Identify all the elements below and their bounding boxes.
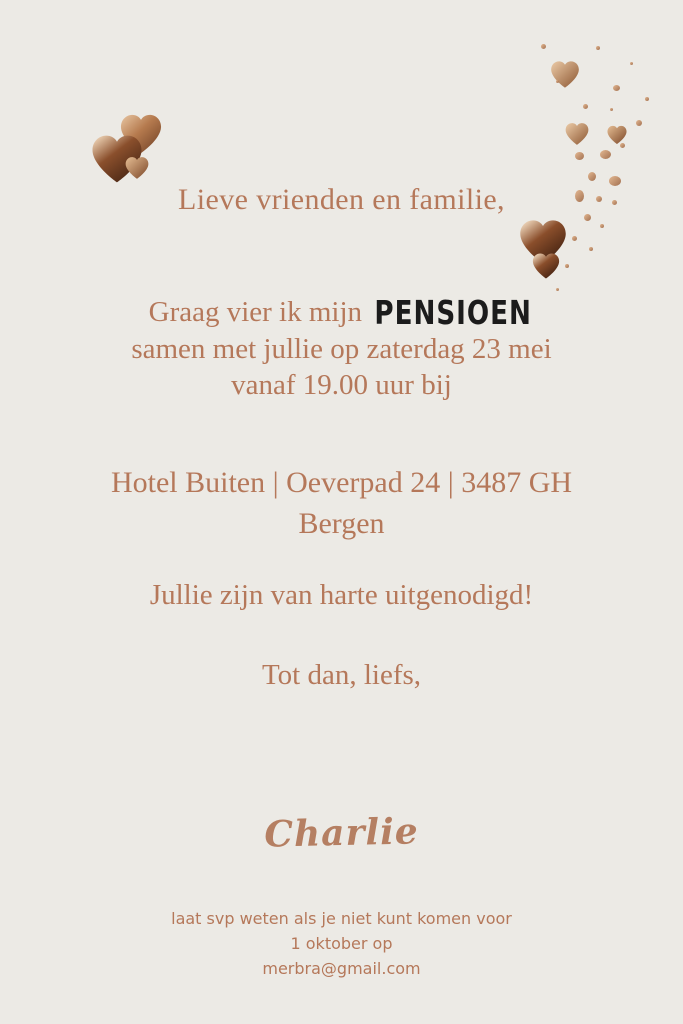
- gold-heart-icon: [118, 113, 164, 155]
- confetti-dot: [600, 224, 604, 228]
- greeting-line: Lieve vrienden en familie,: [178, 183, 505, 216]
- venue-line-2: Bergen: [298, 507, 385, 540]
- confetti-dot: [556, 288, 559, 291]
- confetti-dot: [610, 108, 613, 111]
- confetti-dot: [565, 264, 569, 268]
- gold-heart-icon: [549, 60, 581, 89]
- invite-line-2: samen met jullie op zaterdag 23 mei: [131, 333, 552, 365]
- gold-heart-icon: [606, 125, 628, 145]
- venue-block: [0, 462, 683, 544]
- confetti-dot: [596, 46, 600, 50]
- confetti-dot: [645, 97, 649, 101]
- gold-heart-icon: [531, 252, 561, 280]
- occasion-highlight: PENSIOEN: [374, 294, 532, 333]
- confetti-dot: [613, 85, 620, 91]
- confetti-dot: [572, 236, 577, 241]
- confetti-dot: [636, 120, 642, 126]
- confetti-dot: [541, 44, 546, 49]
- invite-line-1: [0, 294, 683, 331]
- invite-lead-text: Graag vier ik mijn: [148, 296, 363, 328]
- confetti-dot: [588, 172, 596, 181]
- gold-heart-icon: [517, 218, 569, 266]
- gold-heart-icon: [564, 122, 590, 146]
- rsvp-email: merbra@gmail.com: [262, 959, 421, 978]
- gold-heart-icon: [89, 133, 145, 185]
- confetti-dot: [600, 150, 611, 159]
- invite-line-3: vanaf 19.00 uur bij: [231, 369, 452, 401]
- confetti-dot: [589, 247, 593, 251]
- confetti-dot: [620, 143, 625, 148]
- rsvp-block: [0, 906, 683, 981]
- confetti-dot: [575, 152, 584, 160]
- welcome-line: Jullie zijn van harte uitgenodigd!: [149, 579, 534, 611]
- rsvp-line-1: laat svp weten als je niet kunt komen voor: [171, 909, 512, 928]
- gold-heart-icon: [124, 156, 150, 180]
- venue-line-1: Hotel Buiten | Oeverpad 24 | 3487 GH: [110, 466, 573, 499]
- confetti-dot: [630, 62, 633, 65]
- invite-block: [0, 294, 683, 403]
- signoff-line: Tot dan, liefs,: [261, 659, 422, 691]
- confetti-dot: [556, 80, 559, 83]
- rsvp-line-2: 1 oktober op: [290, 934, 393, 953]
- signature-name: Charlie: [263, 810, 420, 856]
- confetti-dot: [583, 104, 588, 109]
